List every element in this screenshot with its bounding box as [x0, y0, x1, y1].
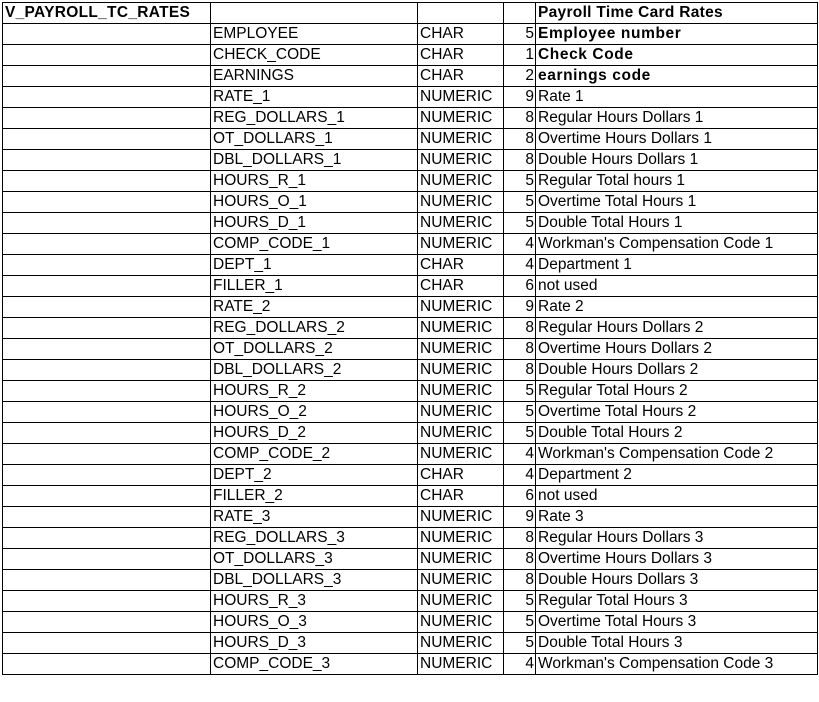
field-length-cell[interactable]: 9 — [504, 87, 536, 108]
field-description-cell[interactable]: earnings code — [536, 66, 818, 87]
field-name-cell[interactable]: DEPT_1 — [211, 255, 418, 276]
field-type-cell[interactable]: NUMERIC — [418, 108, 504, 129]
field-length-cell[interactable]: 8 — [504, 360, 536, 381]
field-length-cell[interactable]: 8 — [504, 150, 536, 171]
field-name-cell[interactable]: EARNINGS — [211, 66, 418, 87]
field-length-cell[interactable]: 5 — [504, 423, 536, 444]
field-length-cell[interactable]: 5 — [504, 213, 536, 234]
field-type-cell[interactable]: NUMERIC — [418, 297, 504, 318]
empty-cell[interactable] — [3, 24, 211, 45]
table-row — [3, 318, 818, 339]
field-description-cell[interactable]: Overtime Hours Dollars 3 — [536, 549, 818, 570]
empty-cell[interactable] — [3, 108, 211, 129]
field-name-cell[interactable]: RATE_2 — [211, 297, 418, 318]
empty-cell[interactable] — [3, 150, 211, 171]
field-description-cell[interactable]: not used — [536, 276, 818, 297]
field-description-cell[interactable]: Double Hours Dollars 1 — [536, 150, 818, 171]
empty-cell[interactable] — [3, 570, 211, 591]
field-length-cell[interactable]: 1 — [504, 45, 536, 66]
table-title-cell[interactable]: Payroll Time Card Rates — [536, 3, 818, 24]
field-type-cell[interactable]: NUMERIC — [418, 129, 504, 150]
table-row — [3, 87, 818, 108]
field-length-cell[interactable]: 4 — [504, 654, 536, 675]
empty-cell[interactable] — [3, 255, 211, 276]
table-row — [3, 612, 818, 633]
field-description-cell[interactable]: Overtime Hours Dollars 1 — [536, 129, 818, 150]
field-name-cell[interactable]: REG_DOLLARS_3 — [211, 528, 418, 549]
field-description-cell[interactable]: Overtime Total Hours 3 — [536, 612, 818, 633]
field-description-cell[interactable]: Regular Total hours 1 — [536, 171, 818, 192]
field-name-cell[interactable]: RATE_3 — [211, 507, 418, 528]
empty-cell[interactable] — [3, 465, 211, 486]
field-description-cell[interactable]: Rate 2 — [536, 297, 818, 318]
field-length-cell[interactable]: 5 — [504, 633, 536, 654]
field-type-cell[interactable]: CHAR — [418, 486, 504, 507]
empty-cell[interactable] — [3, 549, 211, 570]
field-type-cell[interactable]: NUMERIC — [418, 150, 504, 171]
table-row — [3, 570, 818, 591]
field-length-cell[interactable]: 9 — [504, 297, 536, 318]
table-row — [3, 66, 818, 87]
table-row — [3, 465, 818, 486]
field-description-cell[interactable]: Department 2 — [536, 465, 818, 486]
field-length-cell[interactable]: 5 — [504, 402, 536, 423]
table-row — [3, 171, 818, 192]
field-name-cell[interactable]: OT_DOLLARS_1 — [211, 129, 418, 150]
field-type-cell[interactable]: NUMERIC — [418, 87, 504, 108]
field-name-cell[interactable]: HOURS_D_2 — [211, 423, 418, 444]
field-description-cell[interactable]: Overtime Hours Dollars 2 — [536, 339, 818, 360]
field-type-cell[interactable]: NUMERIC — [418, 633, 504, 654]
empty-cell[interactable] — [3, 654, 211, 675]
empty-cell[interactable] — [3, 339, 211, 360]
empty-cell[interactable] — [3, 276, 211, 297]
empty-cell[interactable] — [418, 3, 504, 24]
table-row — [3, 276, 818, 297]
field-name-cell[interactable]: HOURS_D_1 — [211, 213, 418, 234]
field-name-cell[interactable]: EMPLOYEE — [211, 24, 418, 45]
field-name-cell[interactable]: HOURS_R_1 — [211, 171, 418, 192]
field-length-cell[interactable]: 5 — [504, 24, 536, 45]
field-description-cell[interactable]: Check Code — [536, 45, 818, 66]
field-type-cell[interactable]: NUMERIC — [418, 528, 504, 549]
table-row — [3, 486, 818, 507]
field-name-cell[interactable]: RATE_1 — [211, 87, 418, 108]
field-name-cell[interactable]: HOURS_O_2 — [211, 402, 418, 423]
table-row — [3, 213, 818, 234]
field-length-cell[interactable]: 8 — [504, 528, 536, 549]
table-row — [3, 381, 818, 402]
field-length-cell[interactable]: 5 — [504, 192, 536, 213]
field-name-cell[interactable]: REG_DOLLARS_1 — [211, 108, 418, 129]
empty-cell[interactable] — [3, 213, 211, 234]
empty-cell[interactable] — [3, 612, 211, 633]
field-length-cell[interactable]: 8 — [504, 339, 536, 360]
field-type-cell[interactable]: NUMERIC — [418, 213, 504, 234]
field-length-cell[interactable]: 4 — [504, 255, 536, 276]
field-description-cell[interactable]: Overtime Total Hours 1 — [536, 192, 818, 213]
empty-cell[interactable] — [3, 87, 211, 108]
field-type-cell[interactable]: NUMERIC — [418, 318, 504, 339]
field-type-cell[interactable]: NUMERIC — [418, 423, 504, 444]
field-type-cell[interactable]: CHAR — [418, 24, 504, 45]
table-row — [3, 255, 818, 276]
empty-cell[interactable] — [3, 318, 211, 339]
field-type-cell[interactable]: NUMERIC — [418, 570, 504, 591]
field-length-cell[interactable]: 5 — [504, 171, 536, 192]
field-type-cell[interactable]: NUMERIC — [418, 591, 504, 612]
empty-cell[interactable] — [504, 3, 536, 24]
field-description-cell[interactable]: Overtime Total Hours 2 — [536, 402, 818, 423]
field-name-cell[interactable]: FILLER_2 — [211, 486, 418, 507]
table-row — [3, 402, 818, 423]
field-type-cell[interactable]: CHAR — [418, 465, 504, 486]
field-type-cell[interactable]: NUMERIC — [418, 171, 504, 192]
field-name-cell[interactable]: CHECK_CODE — [211, 45, 418, 66]
empty-cell[interactable] — [3, 360, 211, 381]
field-description-cell[interactable]: Regular Hours Dollars 3 — [536, 528, 818, 549]
field-length-cell[interactable]: 4 — [504, 234, 536, 255]
field-length-cell[interactable]: 6 — [504, 486, 536, 507]
field-length-cell[interactable]: 4 — [504, 465, 536, 486]
field-name-cell[interactable]: HOURS_O_3 — [211, 612, 418, 633]
empty-cell[interactable] — [211, 3, 418, 24]
field-description-cell[interactable]: Regular Hours Dollars 1 — [536, 108, 818, 129]
field-description-cell[interactable]: Workman's Compensation Code 2 — [536, 444, 818, 465]
table-row — [3, 444, 818, 465]
empty-cell[interactable] — [3, 423, 211, 444]
table-row — [3, 654, 818, 675]
table-name-cell[interactable]: V_PAYROLL_TC_RATES — [3, 3, 211, 24]
field-name-cell[interactable]: DBL_DOLLARS_1 — [211, 150, 418, 171]
table-row — [3, 360, 818, 381]
field-description-cell[interactable]: Rate 1 — [536, 87, 818, 108]
field-length-cell[interactable]: 8 — [504, 108, 536, 129]
field-definition-table — [2, 2, 818, 675]
field-description-cell[interactable]: Double Hours Dollars 3 — [536, 570, 818, 591]
field-name-cell[interactable]: DBL_DOLLARS_3 — [211, 570, 418, 591]
field-type-cell[interactable]: NUMERIC — [418, 612, 504, 633]
table-row — [3, 234, 818, 255]
table-body — [3, 3, 818, 675]
field-length-cell[interactable]: 8 — [504, 549, 536, 570]
field-type-cell[interactable]: NUMERIC — [418, 444, 504, 465]
field-name-cell[interactable]: OT_DOLLARS_3 — [211, 549, 418, 570]
field-description-cell[interactable]: Regular Total Hours 2 — [536, 381, 818, 402]
field-description-cell[interactable]: Double Hours Dollars 2 — [536, 360, 818, 381]
field-length-cell[interactable]: 9 — [504, 507, 536, 528]
table-row — [3, 45, 818, 66]
field-type-cell[interactable]: CHAR — [418, 276, 504, 297]
empty-cell[interactable] — [3, 234, 211, 255]
field-name-cell[interactable]: OT_DOLLARS_2 — [211, 339, 418, 360]
empty-cell[interactable] — [3, 192, 211, 213]
field-length-cell[interactable]: 2 — [504, 66, 536, 87]
field-description-cell[interactable]: Rate 3 — [536, 507, 818, 528]
empty-cell[interactable] — [3, 633, 211, 654]
field-description-cell[interactable]: Employee number — [536, 24, 818, 45]
field-name-cell[interactable]: DEPT_2 — [211, 465, 418, 486]
field-name-cell[interactable]: FILLER_1 — [211, 276, 418, 297]
field-description-cell[interactable]: Double Total Hours 1 — [536, 213, 818, 234]
empty-cell[interactable] — [3, 66, 211, 87]
field-name-cell[interactable]: REG_DOLLARS_2 — [211, 318, 418, 339]
field-length-cell[interactable]: 5 — [504, 612, 536, 633]
field-length-cell[interactable]: 4 — [504, 444, 536, 465]
empty-cell[interactable] — [3, 402, 211, 423]
field-name-cell[interactable]: COMP_CODE_1 — [211, 234, 418, 255]
field-type-cell[interactable]: NUMERIC — [418, 192, 504, 213]
field-length-cell[interactable]: 5 — [504, 591, 536, 612]
field-name-cell[interactable]: HOURS_O_1 — [211, 192, 418, 213]
field-type-cell[interactable]: NUMERIC — [418, 360, 504, 381]
table-row — [3, 24, 818, 45]
empty-cell[interactable] — [3, 507, 211, 528]
empty-cell[interactable] — [3, 444, 211, 465]
header-row — [3, 3, 818, 24]
field-length-cell[interactable]: 8 — [504, 129, 536, 150]
field-description-cell[interactable]: Regular Total Hours 3 — [536, 591, 818, 612]
field-type-cell[interactable]: CHAR — [418, 45, 504, 66]
field-length-cell[interactable]: 5 — [504, 381, 536, 402]
table-row — [3, 423, 818, 444]
field-name-cell[interactable]: DBL_DOLLARS_2 — [211, 360, 418, 381]
table-row — [3, 507, 818, 528]
table-row — [3, 129, 818, 150]
field-type-cell[interactable]: CHAR — [418, 255, 504, 276]
field-type-cell[interactable]: NUMERIC — [418, 234, 504, 255]
field-type-cell[interactable]: NUMERIC — [418, 549, 504, 570]
field-type-cell[interactable]: NUMERIC — [418, 654, 504, 675]
field-type-cell[interactable]: CHAR — [418, 66, 504, 87]
field-type-cell[interactable]: NUMERIC — [418, 381, 504, 402]
table-row — [3, 591, 818, 612]
field-name-cell[interactable]: HOURS_R_2 — [211, 381, 418, 402]
empty-cell[interactable] — [3, 45, 211, 66]
table-row — [3, 633, 818, 654]
empty-cell[interactable] — [3, 171, 211, 192]
field-name-cell[interactable]: COMP_CODE_2 — [211, 444, 418, 465]
field-type-cell[interactable]: NUMERIC — [418, 507, 504, 528]
field-description-cell[interactable]: Workman's Compensation Code 3 — [536, 654, 818, 675]
field-description-cell[interactable]: Workman's Compensation Code 1 — [536, 234, 818, 255]
field-name-cell[interactable]: COMP_CODE_3 — [211, 654, 418, 675]
empty-cell[interactable] — [3, 129, 211, 150]
table-row — [3, 297, 818, 318]
empty-cell[interactable] — [3, 297, 211, 318]
table-row — [3, 150, 818, 171]
empty-cell[interactable] — [3, 381, 211, 402]
empty-cell[interactable] — [3, 486, 211, 507]
table-row — [3, 192, 818, 213]
field-length-cell[interactable]: 8 — [504, 570, 536, 591]
field-description-cell[interactable]: Regular Hours Dollars 2 — [536, 318, 818, 339]
field-name-cell[interactable]: HOURS_D_3 — [211, 633, 418, 654]
field-description-cell[interactable]: Double Total Hours 3 — [536, 633, 818, 654]
field-name-cell[interactable]: HOURS_R_3 — [211, 591, 418, 612]
field-description-cell[interactable]: not used — [536, 486, 818, 507]
empty-cell[interactable] — [3, 591, 211, 612]
field-length-cell[interactable]: 6 — [504, 276, 536, 297]
field-type-cell[interactable]: NUMERIC — [418, 339, 504, 360]
table-row — [3, 528, 818, 549]
empty-cell[interactable] — [3, 528, 211, 549]
table-row — [3, 108, 818, 129]
field-type-cell[interactable]: NUMERIC — [418, 402, 504, 423]
field-description-cell[interactable]: Department 1 — [536, 255, 818, 276]
field-length-cell[interactable]: 8 — [504, 318, 536, 339]
table-row — [3, 339, 818, 360]
table-row — [3, 549, 818, 570]
field-description-cell[interactable]: Double Total Hours 2 — [536, 423, 818, 444]
